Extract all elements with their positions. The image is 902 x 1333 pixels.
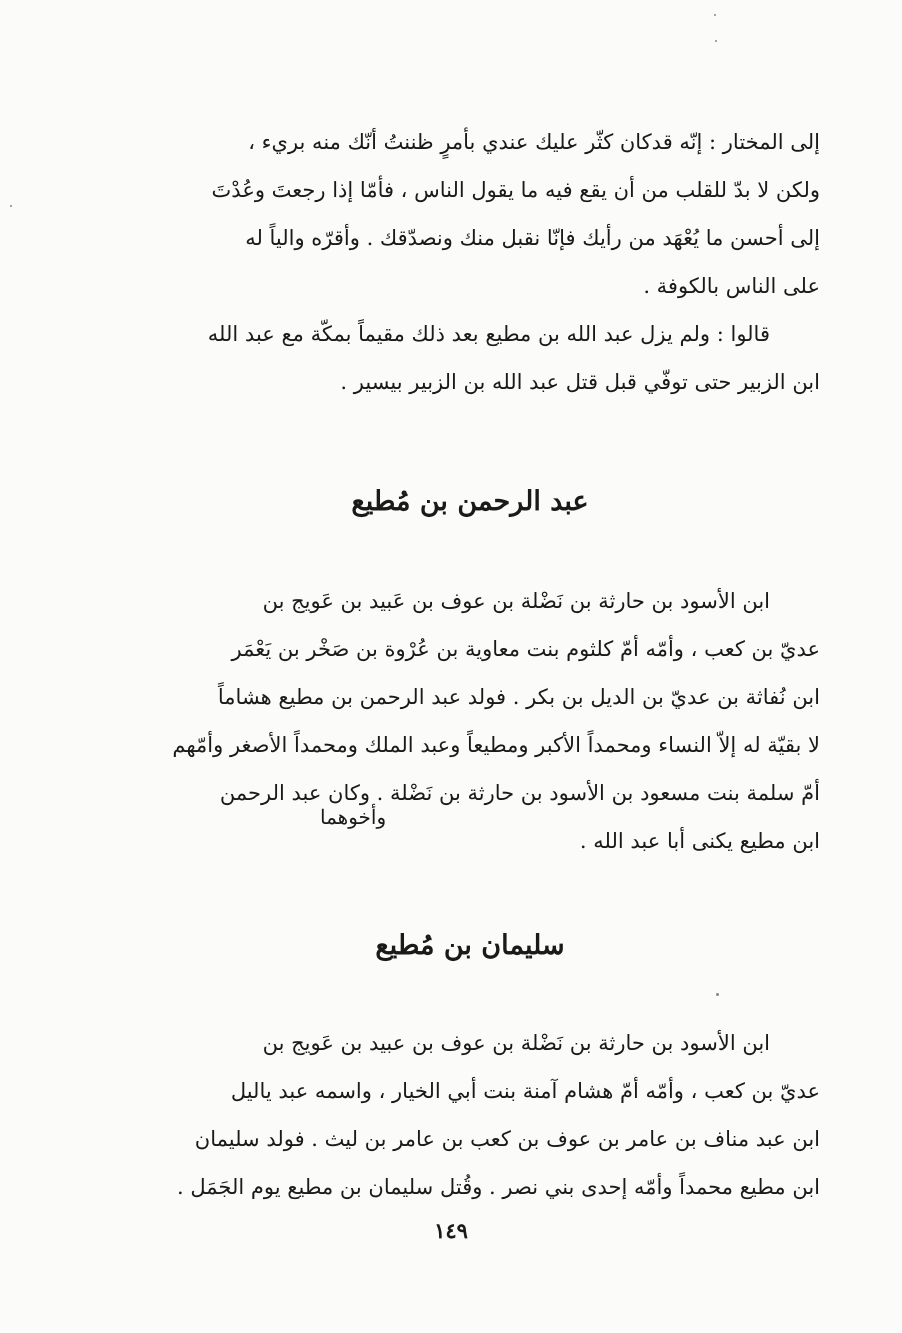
paragraph-block-abd-al-rahman: [120, 577, 820, 865]
text-line: ابن مطيع يكنى أبا عبد الله .: [579, 829, 820, 853]
text-line: ابن الأسود بن حارثة بن نَضْلة بن عوف بن عبيد بن عَويج بن: [262, 1031, 770, 1055]
text-line: ابن نُفاثة بن عديّ بن الديل بن بكر . فولد عبد الرحمن بن مطيع هشاماً: [217, 685, 820, 709]
text-line: عديّ بن كعب ، وأمّه أمّ كلثوم بنت معاوية بن عُرْوة بن صَخْر بن يَعْمَر: [231, 637, 820, 661]
text-line: ابن الأسود بن حارثة بن نَضْلة بن عوف بن عَبيد بن عَويج بن: [262, 589, 770, 613]
text-line: إلى أحسن ما يُعْهَد من رأيك فإنّا نقبل منك ونصدّقك . وأقرّه والياً له: [245, 226, 820, 250]
text-line: أمّ سلمة بنت مسعود بن الأسود بن حارثة بن نَضْلة . وكان عبد الرحمن: [219, 781, 820, 805]
paragraph-block-mukhtar-letter: [120, 118, 820, 406]
scan-speck: [714, 14, 716, 16]
text-line: لا بقيّة له إلاّ النساء ومحمداً الأكبر ومطيعاً وعبد الملك ومحمداً الأصغر وأمّهم: [172, 733, 820, 757]
paragraph-block-sulayman: [120, 1019, 820, 1211]
text-line: عديّ بن كعب ، وأمّه أمّ هشام آمنة بنت أبي الخيار ، واسمه عبد ياليل: [230, 1079, 820, 1103]
catchword: وأخوهما: [320, 805, 387, 829]
scan-speck: [716, 993, 719, 996]
text-line: ابن عبد مناف بن عامر بن عوف بن كعب بن عامر بن ليث . فولد سليمان: [194, 1127, 820, 1151]
text-line: ابن مطيع محمداً وأمّه إحدى بني نصر . وقُتل سليمان بن مطيع يوم الجَمَل .: [177, 1175, 820, 1199]
text-line: ولكن لا بدّ للقلب من أن يقع فيه ما يقول الناس ، فأمّا إذا رجعتَ وعُدْتَ: [211, 178, 820, 202]
text-line: على الناس بالكوفة .: [643, 274, 820, 298]
section-heading-sulayman: سليمان بن مُطيع: [375, 930, 565, 961]
section-heading-abd-al-rahman: عبد الرحمن بن مُطيع: [351, 486, 589, 517]
text-line: قالوا : ولم يزل عبد الله بن مطيع بعد ذلك مقيماً بمكّة مع عبد الله: [207, 322, 770, 346]
text-line: إلى المختار : إنّه قدكان كثّر عليك عندي بأمرٍ ظننتُ أنّك منه بريء ،: [248, 130, 820, 154]
scan-speck: [10, 205, 12, 207]
scan-speck: [715, 40, 717, 42]
page-number: ١٤٩: [434, 1218, 468, 1243]
text-line: ابن الزبير حتى توفّي قبل قتل عبد الله بن الزبير بيسير .: [340, 370, 820, 394]
